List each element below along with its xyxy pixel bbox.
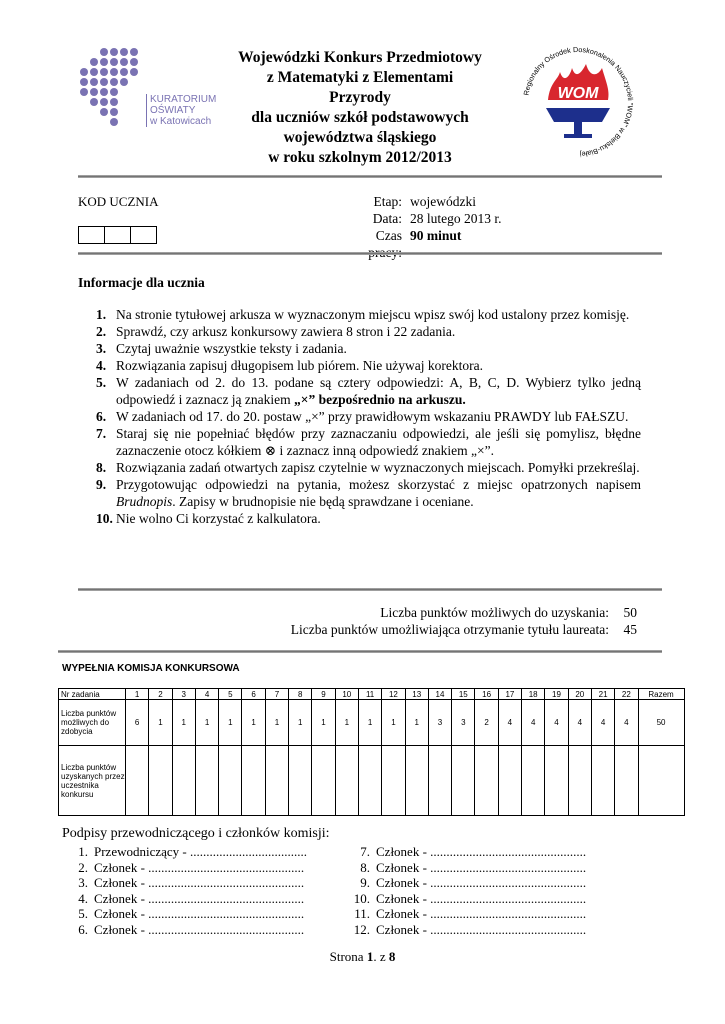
kuratorium-logo	[80, 46, 217, 136]
exam-details	[340, 193, 502, 261]
dot-icon	[90, 98, 98, 106]
signature-number: 5.	[78, 906, 88, 921]
task-number-label: Nr zadania	[59, 689, 126, 700]
score-table	[58, 688, 685, 816]
instruction-number: 6.	[96, 409, 107, 424]
footer-mid: . z	[373, 949, 389, 964]
page-footer	[0, 949, 725, 965]
task-number-cell: 6	[242, 689, 265, 700]
signatures-left	[68, 844, 307, 937]
signature-text: Członek - ................................................	[94, 875, 305, 890]
page-total: 8	[388, 949, 396, 964]
max-points-cell: 1	[405, 700, 428, 746]
task-number-cell: 7	[265, 689, 288, 700]
max-points-cell: 1	[382, 700, 405, 746]
task-number-cell: 13	[405, 689, 428, 700]
details-divider	[78, 252, 662, 255]
task-number-cell: 1	[126, 689, 149, 700]
earned-points-cell[interactable]	[498, 746, 521, 816]
signature-line[interactable]	[350, 844, 586, 860]
dot-icon	[90, 78, 98, 86]
dots-grid-icon	[80, 46, 150, 136]
instruction-text: Nie wolno Ci korzystać z kalkulatora.	[116, 511, 321, 526]
duration-value: 90 minut	[410, 228, 462, 243]
kuratorium-text	[146, 94, 216, 127]
max-points-cell: 1	[149, 700, 172, 746]
signature-line[interactable]	[350, 875, 586, 891]
signature-number: 2.	[78, 859, 88, 875]
task-number-cell: 5	[219, 689, 242, 700]
signature-number: 12.	[353, 921, 370, 937]
student-code-box[interactable]	[104, 226, 131, 244]
dot-icon	[110, 118, 118, 126]
signature-text: Członek - ................................................	[94, 859, 305, 875]
instruction-text: Na stronie tytułowej arkusza w wyznaczonym miejscu wpisz swój kod ustalony przez komisję.	[116, 307, 630, 322]
signature-line[interactable]	[68, 860, 307, 876]
task-number-cell: 22	[615, 689, 638, 700]
earned-points-cell[interactable]	[522, 746, 545, 816]
instruction-text: Sprawdź, czy arkusz konkursowy zawiera 8 stron i 22 zadania.	[116, 324, 456, 339]
committee-heading: WYPEŁNIA KOMISJA KONKURSOWA	[62, 663, 240, 674]
signature-text: Członek - ................................................	[376, 890, 587, 906]
dot-icon	[90, 88, 98, 96]
instruction-number: 10.	[96, 511, 113, 526]
instruction-item	[96, 323, 641, 340]
task-number-cell: 16	[475, 689, 498, 700]
earned-total-cell[interactable]	[638, 746, 684, 816]
earned-points-cell[interactable]	[312, 746, 335, 816]
signature-number: 7.	[360, 844, 370, 859]
instruction-number: 1.	[96, 307, 107, 322]
points-summary	[291, 604, 637, 638]
max-points-cell: 4	[591, 700, 614, 746]
instruction-text: W zadaniach od 17. do 20. postaw „×” przy prawidłowym wskazaniu PRAWDY lub FAŁSZU.	[116, 409, 629, 424]
max-points-cell: 4	[568, 700, 591, 746]
laureate-points-label: Liczba punktów umożliwiająca otrzymanie tytułu laureata:	[290, 622, 609, 637]
max-points-cell: 2	[475, 700, 498, 746]
instruction-text: Rozwiązania zapisuj długopisem lub piórem. Nie używaj korektora.	[116, 358, 484, 373]
earned-points-cell[interactable]	[172, 746, 195, 816]
earned-points-cell[interactable]	[242, 746, 265, 816]
signatures-right	[350, 844, 586, 937]
instruction-text: Rozwiązania zadań otwartych zapisz czytelnie w wyznaczonych miejscach. Pomyłki przekreślaj.	[116, 460, 640, 475]
instruction-item	[96, 340, 641, 357]
max-points-cell: 3	[452, 700, 475, 746]
stage-value: wojewódzki	[410, 194, 476, 209]
task-number-cell: 11	[358, 689, 381, 700]
instruction-number: 4.	[96, 358, 107, 373]
signature-text: Członek - ................................................	[376, 875, 587, 890]
task-number-cell: 10	[335, 689, 358, 700]
signature-line[interactable]	[68, 891, 307, 907]
earned-points-cell[interactable]	[405, 746, 428, 816]
task-number-cell: 3	[172, 689, 195, 700]
max-points-cell: 1	[265, 700, 288, 746]
dot-icon	[90, 68, 98, 76]
instruction-number: 3.	[96, 341, 107, 356]
dot-icon	[100, 108, 108, 116]
signature-line[interactable]	[68, 875, 307, 891]
instruction-number: 9.	[96, 477, 107, 492]
dot-icon	[80, 68, 88, 76]
wom-logo-text: Regionalny Ośrodek Doskonalenia Nauczycieli "WOM" w Bielsku-Białej	[521, 44, 636, 159]
date-value: 28 lutego 2013 r.	[410, 211, 502, 226]
max-points-cell: 1	[195, 700, 218, 746]
footer-prefix: Strona	[329, 949, 367, 964]
wom-logo	[518, 42, 638, 162]
task-number-cell: 9	[312, 689, 335, 700]
dot-icon	[100, 58, 108, 66]
info-divider	[78, 588, 662, 591]
dot-icon	[120, 78, 128, 86]
earned-points-cell[interactable]	[126, 746, 149, 816]
signature-text: Członek - ................................................	[94, 921, 305, 937]
title-line: Wojewódzki Konkurs Przedmiotowy	[238, 49, 482, 66]
signature-line[interactable]	[350, 860, 586, 876]
dot-icon	[110, 108, 118, 116]
earned-points-cell[interactable]	[335, 746, 358, 816]
instruction-item	[96, 306, 641, 323]
dot-icon	[120, 48, 128, 56]
dot-icon	[80, 88, 88, 96]
signature-text: Członek - ................................................	[376, 844, 587, 859]
max-points-cell: 1	[358, 700, 381, 746]
signature-line[interactable]	[350, 891, 586, 907]
task-number-cell: 4	[195, 689, 218, 700]
instruction-number: 7.	[96, 426, 107, 441]
task-number-cell: 17	[498, 689, 521, 700]
dot-icon	[120, 58, 128, 66]
dot-icon	[130, 68, 138, 76]
signature-line[interactable]	[68, 844, 307, 860]
max-total-cell: 50	[638, 700, 684, 746]
max-points-cell: 6	[126, 700, 149, 746]
dot-icon	[90, 58, 98, 66]
max-points-cell: 1	[172, 700, 195, 746]
earned-points-cell[interactable]	[219, 746, 242, 816]
max-points-cell: 3	[428, 700, 451, 746]
max-points-cell: 4	[498, 700, 521, 746]
info-heading: Informacje dla ucznia	[78, 275, 205, 290]
signature-number: 10.	[353, 890, 370, 906]
max-points-cell: 1	[219, 700, 242, 746]
max-points-cell: 1	[312, 700, 335, 746]
signature-text: Członek - ................................................	[376, 906, 587, 921]
header-divider	[78, 175, 662, 178]
student-code-box[interactable]	[130, 226, 157, 244]
dot-icon	[110, 58, 118, 66]
max-points-row-label: Liczba punktów możliwych do zdobycia	[59, 700, 126, 746]
student-code-box[interactable]	[78, 226, 105, 244]
signature-number: 3.	[78, 875, 88, 890]
task-number-cell: 15	[452, 689, 475, 700]
earned-points-cell[interactable]	[545, 746, 568, 816]
task-number-cell: 19	[545, 689, 568, 700]
title-line: w roku szkolnym 2012/2013	[268, 149, 452, 166]
signature-text: Przewodniczący - ....................................	[94, 844, 308, 859]
max-points-value: 50	[623, 605, 637, 620]
dot-icon	[110, 98, 118, 106]
earned-points-cell[interactable]	[289, 746, 312, 816]
duration-label: Czas	[375, 228, 402, 243]
stage-label: Etap:	[373, 194, 402, 209]
signature-text: Członek - ................................................	[376, 859, 587, 875]
task-number-cell: 20	[568, 689, 591, 700]
signature-number: 4.	[78, 890, 88, 906]
document-title	[210, 48, 510, 168]
signature-number: 11.	[354, 906, 370, 921]
task-number-cell: 8	[289, 689, 312, 700]
page-number: 1	[366, 949, 374, 964]
date-label: Data:	[372, 211, 402, 226]
title-line: dla uczniów szkół podstawowych	[251, 109, 469, 126]
instruction-item	[96, 357, 641, 374]
points-divider	[58, 650, 662, 653]
earned-points-cell[interactable]	[382, 746, 405, 816]
task-number-cell: 14	[428, 689, 451, 700]
earned-points-cell[interactable]	[428, 746, 451, 816]
earned-points-cell[interactable]	[195, 746, 218, 816]
signature-text: Członek - ................................................	[94, 890, 305, 906]
title-line: z Matematyki z Elementami	[266, 69, 454, 86]
dot-icon	[80, 78, 88, 86]
task-number-cell: 18	[522, 689, 545, 700]
laureate-points-value: 45	[623, 622, 637, 637]
earned-points-cell[interactable]	[358, 746, 381, 816]
earned-points-cell[interactable]	[149, 746, 172, 816]
earned-points-cell[interactable]	[475, 746, 498, 816]
instruction-text: Przygotowując odpowiedzi na pytania, możesz skorzystać z miejsc opatrzonych napisem Brudnopis. Zapisy w brudnopisie nie będą sprawdzane i oceniane.	[116, 477, 641, 509]
task-number-cell: 12	[382, 689, 405, 700]
signature-line[interactable]	[68, 906, 307, 922]
dot-icon	[100, 88, 108, 96]
earned-points-row-label: Liczba punktów uzyskanych przez uczestnika konkursu	[59, 746, 126, 816]
instruction-item	[96, 510, 641, 527]
earned-points-cell[interactable]	[452, 746, 475, 816]
instruction-number: 5.	[96, 375, 107, 390]
max-points-cell: 1	[289, 700, 312, 746]
instruction-item	[96, 374, 641, 408]
dot-icon	[110, 88, 118, 96]
instruction-text: Czytaj uważnie wszystkie teksty i zadania.	[116, 341, 347, 356]
signature-number: 8.	[360, 859, 370, 875]
instruction-text: W zadaniach od 2. do 13. podane są cztery odpowiedzi: A, B, C, D. Wybierz tylko jedną odpowiedź i zaznacz ją znakiem „×” bezpośrednio na arkuszu.	[116, 375, 641, 407]
dot-icon	[130, 58, 138, 66]
dot-icon	[130, 48, 138, 56]
instructions-list	[96, 306, 641, 527]
signature-text: Członek - ................................................	[376, 921, 587, 937]
instruction-number: 2.	[96, 324, 107, 339]
earned-points-cell[interactable]	[615, 746, 638, 816]
max-points-cell: 1	[335, 700, 358, 746]
dot-icon	[100, 98, 108, 106]
kuratorium-line: KURATORIUM	[150, 94, 217, 105]
max-points-cell: 4	[522, 700, 545, 746]
kuratorium-line: OŚWIATY	[150, 105, 196, 116]
instruction-item	[96, 425, 641, 459]
task-number-cell: 21	[591, 689, 614, 700]
task-number-cell: 2	[149, 689, 172, 700]
dot-icon	[100, 78, 108, 86]
signature-number: 6.	[78, 921, 88, 937]
earned-points-cell[interactable]	[591, 746, 614, 816]
wom-logo-mark: WOM	[557, 85, 599, 102]
max-points-cell: 1	[242, 700, 265, 746]
instruction-item	[96, 459, 641, 476]
signature-line[interactable]	[350, 906, 586, 922]
instruction-item	[96, 476, 641, 510]
dot-icon	[110, 78, 118, 86]
title-line: Przyrody	[329, 89, 391, 106]
max-points-label: Liczba punktów możliwych do uzyskania:	[380, 605, 609, 620]
earned-points-cell[interactable]	[265, 746, 288, 816]
instruction-item	[96, 408, 641, 425]
student-code-label: KOD UCZNIA	[78, 194, 159, 209]
instruction-text: Staraj się nie popełniać błędów przy zaznaczaniu odpowiedzi, ale jeśli się pomylisz, błędne zaznaczenie otocz kółkiem ⊗ i zaznacz inną odpowiedź znakiem „×”.	[116, 426, 641, 458]
signature-number: 1.	[78, 844, 88, 859]
total-label: Razem	[638, 689, 684, 700]
title-line: województwa śląskiego	[283, 129, 437, 146]
dot-icon	[120, 68, 128, 76]
student-code-boxes[interactable]	[78, 226, 156, 244]
dot-icon	[100, 68, 108, 76]
instruction-number: 8.	[96, 460, 107, 475]
signatures-heading: Podpisy przewodniczącego i członków komisji:	[62, 826, 330, 841]
earned-points-cell[interactable]	[568, 746, 591, 816]
kuratorium-line: w Katowicach	[150, 116, 212, 127]
dot-icon	[110, 48, 118, 56]
signature-line[interactable]	[350, 922, 586, 938]
signature-line[interactable]	[68, 922, 307, 938]
dot-icon	[110, 68, 118, 76]
max-points-cell: 4	[545, 700, 568, 746]
signature-number: 9.	[360, 875, 370, 890]
signature-text: Członek - ................................................	[94, 906, 305, 921]
max-points-cell: 4	[615, 700, 638, 746]
dot-icon	[100, 48, 108, 56]
